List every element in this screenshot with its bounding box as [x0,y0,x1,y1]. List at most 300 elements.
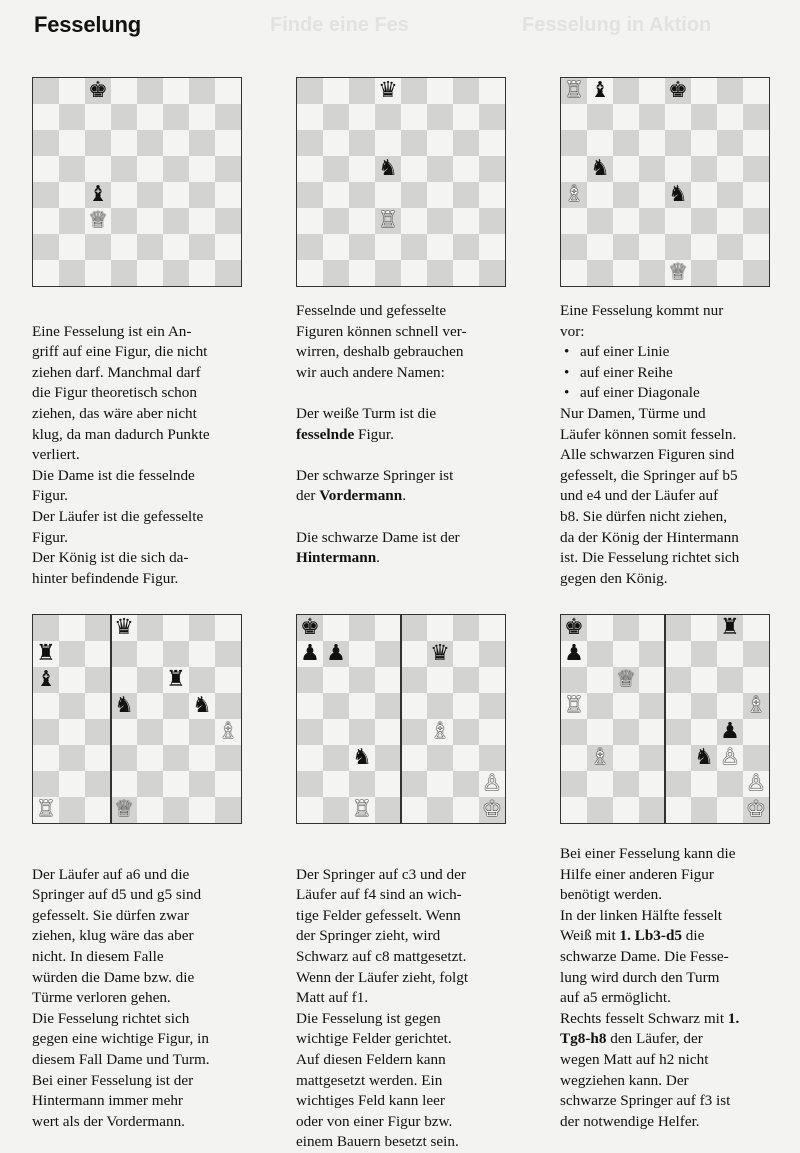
square-h7 [743,104,769,130]
square-a3 [561,745,587,771]
black-knight-c3: ♞ [352,745,372,770]
square-h4 [215,719,241,745]
square-c3 [349,208,375,234]
square-g8 [717,78,743,104]
list-item: • auf einer Reihe [580,363,790,384]
square-b3 [587,745,613,771]
square-a1 [33,797,59,823]
square-g5 [717,156,743,182]
square-g7 [453,104,479,130]
square-a1 [297,260,323,286]
square-h7 [215,641,241,667]
paragraph: Der Springer auf c3 und der Läufer auf f4 sind an wich- tige Felder gefesselt. Wenn der Springer zieht, wird Schwarz auf c8 mattgesetzt. Wenn der Läufer zieht, folgt Matt auf f1. Die Fesselung ist gegen wichtige Felder gerichtet. Auf diesen Feldern kann mattgesetzt werden. Ein wichtiges Feld kann leer oder von einer Figur bzw. einem Bauern besetzt sein. [296,865,469,1151]
square-a3 [33,745,59,771]
square-f1 [163,797,189,823]
chess-diagram-5 [296,614,506,824]
black-bishop-c4: ♝ [88,182,108,207]
square-a3 [561,208,587,234]
square-b7 [59,641,85,667]
square-b1 [59,797,85,823]
square-a1 [561,797,587,823]
black-rook-g8: ♜ [720,615,740,640]
page-title: Fesselung [34,12,142,37]
paragraph: Eine Fesselung ist ein An- griff auf eine Figur, die nicht ziehen darf. Manchmal darf die Figur theoretisch schon ziehen, das wäre aber nicht klug, da man dadurch Punkte verliert. Die Dame ist die fesselnde Figur. Der Läufer ist die gefesselte Figur. Der König ist die sich da- hinter befindende Figur. [32,322,210,587]
square-f4 [163,182,189,208]
black-queen-f7: ♛ [430,641,450,666]
square-c4 [85,719,111,745]
square-d5 [375,156,401,182]
square-f2 [163,771,189,797]
square-d5 [111,156,137,182]
square-d4 [111,182,137,208]
square-f8 [163,78,189,104]
square-b1 [323,797,349,823]
square-d8 [111,78,137,104]
black-knight-g5: ♞ [192,693,212,718]
square-f2 [427,771,453,797]
black-rook-f6: ♜ [166,667,186,692]
chess-diagram-4 [32,614,242,824]
square-b4 [587,182,613,208]
square-a2 [33,771,59,797]
white-bishop-f4: ♗ [430,719,450,744]
square-c8 [349,78,375,104]
square-e5 [401,693,427,719]
square-b4 [587,719,613,745]
square-c8 [85,615,111,641]
square-c5 [349,156,375,182]
square-h1 [743,797,769,823]
square-a5 [561,693,587,719]
square-f4 [691,182,717,208]
square-e1 [137,260,163,286]
square-f6 [163,667,189,693]
list-item: • auf einer Linie [580,342,790,363]
black-knight-b5: ♞ [590,156,610,181]
text: . [402,487,406,505]
black-knight-e4: ♞ [668,182,688,207]
black-knight-f3: ♞ [694,745,714,770]
square-g1 [189,797,215,823]
square-f4 [691,719,717,745]
square-g1 [453,797,479,823]
square-e5 [401,156,427,182]
square-b2 [587,234,613,260]
square-c2 [85,771,111,797]
square-g4 [717,182,743,208]
square-d6 [375,667,401,693]
square-d6 [375,130,401,156]
square-g7 [717,641,743,667]
square-f3 [691,745,717,771]
square-f7 [427,641,453,667]
square-f1 [691,797,717,823]
square-c2 [613,234,639,260]
square-b6 [59,130,85,156]
square-g3 [453,745,479,771]
square-e6 [401,130,427,156]
square-e3 [401,745,427,771]
square-d3 [639,208,665,234]
text-block-5 [296,844,526,1153]
square-a2 [33,234,59,260]
square-a6 [297,667,323,693]
square-e4 [401,182,427,208]
square-d8 [639,615,665,641]
square-d1 [111,797,137,823]
square-e3 [401,208,427,234]
square-h6 [215,667,241,693]
square-c5 [349,693,375,719]
square-f8 [427,78,453,104]
square-e4 [137,182,163,208]
square-h7 [743,641,769,667]
square-a7 [33,104,59,130]
square-b8 [587,78,613,104]
square-g7 [189,641,215,667]
square-b5 [587,693,613,719]
square-h4 [743,182,769,208]
square-c2 [349,771,375,797]
square-g7 [717,104,743,130]
square-a6 [297,130,323,156]
square-d2 [639,771,665,797]
bold-term: fesselnde [296,425,355,443]
square-h8 [215,615,241,641]
square-d6 [639,667,665,693]
square-g4 [189,182,215,208]
square-b3 [323,745,349,771]
square-b7 [323,641,349,667]
square-f8 [691,615,717,641]
square-c8 [349,615,375,641]
square-b2 [59,234,85,260]
square-b3 [323,208,349,234]
square-b4 [323,182,349,208]
square-d8 [375,78,401,104]
square-g2 [717,771,743,797]
square-f2 [427,234,453,260]
text-block-6 [560,844,792,1132]
square-g2 [453,771,479,797]
square-h3 [215,208,241,234]
square-d2 [639,234,665,260]
square-d6 [111,667,137,693]
square-e1 [401,797,427,823]
square-e7 [665,641,691,667]
square-g8 [453,615,479,641]
black-queen-d8: ♛ [114,615,134,640]
square-g2 [453,234,479,260]
square-d1 [375,797,401,823]
square-f8 [691,78,717,104]
square-d1 [375,260,401,286]
square-e6 [137,667,163,693]
square-f6 [427,130,453,156]
square-f4 [427,719,453,745]
square-a7 [297,641,323,667]
square-a8 [33,615,59,641]
square-f4 [427,182,453,208]
square-f7 [691,641,717,667]
square-b7 [587,104,613,130]
square-g6 [453,130,479,156]
square-b2 [323,771,349,797]
bold-term: Hintermann [296,549,377,567]
square-c2 [349,234,375,260]
square-b7 [323,104,349,130]
square-b7 [587,641,613,667]
square-a2 [297,234,323,260]
square-a2 [561,771,587,797]
square-d4 [639,719,665,745]
square-h6 [743,130,769,156]
square-d8 [375,615,401,641]
square-d3 [375,208,401,234]
square-e8 [137,615,163,641]
square-a8 [297,78,323,104]
chess-diagram-2 [296,77,506,287]
square-b4 [59,182,85,208]
board-divider-line [110,615,112,823]
square-a3 [33,208,59,234]
board-divider-line [400,615,402,823]
square-h5 [479,156,505,182]
square-g3 [189,745,215,771]
square-c7 [613,641,639,667]
square-f7 [163,641,189,667]
square-h6 [479,667,505,693]
square-e8 [665,78,691,104]
square-b1 [587,260,613,286]
square-e4 [665,719,691,745]
square-d4 [111,719,137,745]
square-f8 [427,615,453,641]
white-bishop-b3: ♗ [590,745,610,770]
square-c1 [349,797,375,823]
square-e5 [665,693,691,719]
white-bishop-a4: ♗ [564,182,584,207]
white-king-h1: ♔ [746,797,766,822]
square-a5 [33,693,59,719]
white-queen-d1: ♕ [114,797,134,822]
square-c5 [613,156,639,182]
square-e6 [137,130,163,156]
chess-move: 1. [727,1009,740,1027]
square-g6 [717,667,743,693]
square-f2 [691,234,717,260]
square-h5 [215,693,241,719]
square-e7 [137,641,163,667]
square-h2 [479,771,505,797]
text-block-3 [560,301,790,589]
chess-diagram-6 [560,614,770,824]
square-h8 [479,78,505,104]
square-h1 [479,797,505,823]
square-c7 [349,104,375,130]
square-e4 [665,182,691,208]
square-c6 [349,130,375,156]
square-d3 [639,745,665,771]
square-g2 [717,234,743,260]
square-c4 [85,182,111,208]
square-f3 [427,745,453,771]
square-d7 [375,104,401,130]
square-f7 [691,104,717,130]
square-a6 [561,130,587,156]
ghost-heading: Finde eine Fes [270,14,409,36]
square-f4 [163,719,189,745]
square-c1 [85,260,111,286]
square-e2 [665,234,691,260]
square-a4 [33,719,59,745]
square-a6 [33,667,59,693]
white-queen-e1: ♕ [668,260,688,285]
square-e1 [137,797,163,823]
square-e8 [137,78,163,104]
square-h5 [215,156,241,182]
square-g1 [717,260,743,286]
square-f6 [691,130,717,156]
square-a7 [33,641,59,667]
square-b5 [59,156,85,182]
white-rook-d3: ♖ [378,208,398,233]
black-rook-a7: ♜ [36,641,56,666]
square-d5 [375,693,401,719]
text: der [296,487,320,505]
square-c3 [85,208,111,234]
square-c3 [349,745,375,771]
square-h4 [479,182,505,208]
square-b4 [59,719,85,745]
square-f5 [163,693,189,719]
square-h5 [743,693,769,719]
square-d3 [375,745,401,771]
square-h7 [479,641,505,667]
square-a5 [297,156,323,182]
square-a4 [33,182,59,208]
square-g1 [189,260,215,286]
square-d3 [111,208,137,234]
square-f7 [163,104,189,130]
square-h8 [743,78,769,104]
square-c6 [85,667,111,693]
square-g7 [189,104,215,130]
black-king-a8: ♚ [300,615,320,640]
square-a8 [561,615,587,641]
paragraph: Nur Damen, Türme und Läufer können somit fesseln. Alle schwarzen Figuren sind gefesselt, die Springer auf b5 und e4 und der Läufer auf b8. Sie dürfen nicht ziehen, da der König der Hintermann ist. Die Fesselung richtet sich gegen den König. [560,404,740,587]
square-d1 [639,797,665,823]
square-f1 [427,260,453,286]
square-b6 [587,667,613,693]
square-d3 [111,745,137,771]
square-e1 [401,260,427,286]
square-f2 [163,234,189,260]
text: . [376,549,380,567]
square-f7 [427,104,453,130]
square-c8 [85,78,111,104]
square-h4 [215,182,241,208]
square-e2 [401,234,427,260]
square-g5 [189,693,215,719]
square-h5 [479,693,505,719]
square-b1 [323,260,349,286]
white-queen-c3: ♕ [88,208,108,233]
square-g2 [189,771,215,797]
square-h3 [743,745,769,771]
square-g4 [717,719,743,745]
square-c4 [349,182,375,208]
paragraph: Die schwarze Dame ist der [296,528,460,546]
square-a3 [297,208,323,234]
square-g8 [453,78,479,104]
square-e6 [665,130,691,156]
square-g5 [189,156,215,182]
square-a5 [297,693,323,719]
square-d5 [111,693,137,719]
square-b2 [59,771,85,797]
square-c6 [349,667,375,693]
square-f3 [163,208,189,234]
square-g4 [189,719,215,745]
square-g3 [453,208,479,234]
paragraph: Der schwarze Springer ist [296,466,454,484]
white-rook-c1: ♖ [352,797,372,822]
square-b8 [59,615,85,641]
square-f3 [163,745,189,771]
square-d2 [111,771,137,797]
square-d5 [639,693,665,719]
square-a7 [561,104,587,130]
square-b6 [59,667,85,693]
square-c3 [85,745,111,771]
black-knight-d5: ♞ [378,156,398,181]
chess-diagram-1 [32,77,242,287]
square-d7 [111,104,137,130]
square-g4 [453,719,479,745]
square-h1 [215,797,241,823]
list-item: • auf einer Diagonale [580,383,790,404]
square-b3 [59,745,85,771]
text: den Läufer, der wegen Matt auf h2 nicht wegziehen kann. Der schwarze Springer auf f3 ist der notwendige Helfer. [560,1030,731,1130]
square-h2 [479,234,505,260]
text-block-4 [32,844,262,1132]
square-c1 [349,260,375,286]
square-b5 [587,156,613,182]
square-e5 [137,156,163,182]
square-a4 [561,719,587,745]
square-a2 [561,234,587,260]
paragraph: Der weiße Turm ist die [296,404,437,422]
square-e2 [665,771,691,797]
square-b5 [59,693,85,719]
paragraph: Fesselnde und gefesselte Figuren können schnell ver- wirren, deshalb gebrauchen wir auch andere Namen: [296,302,467,381]
square-h2 [215,234,241,260]
square-f6 [427,667,453,693]
black-king-e8: ♚ [668,78,688,103]
square-e1 [665,260,691,286]
square-c7 [349,641,375,667]
white-rook-a5: ♖ [564,693,584,718]
square-b8 [59,78,85,104]
square-h3 [215,745,241,771]
square-e6 [665,667,691,693]
square-g8 [717,615,743,641]
black-pawn-g4: ♟ [720,719,740,744]
square-a5 [561,156,587,182]
square-c1 [613,797,639,823]
square-c7 [85,641,111,667]
